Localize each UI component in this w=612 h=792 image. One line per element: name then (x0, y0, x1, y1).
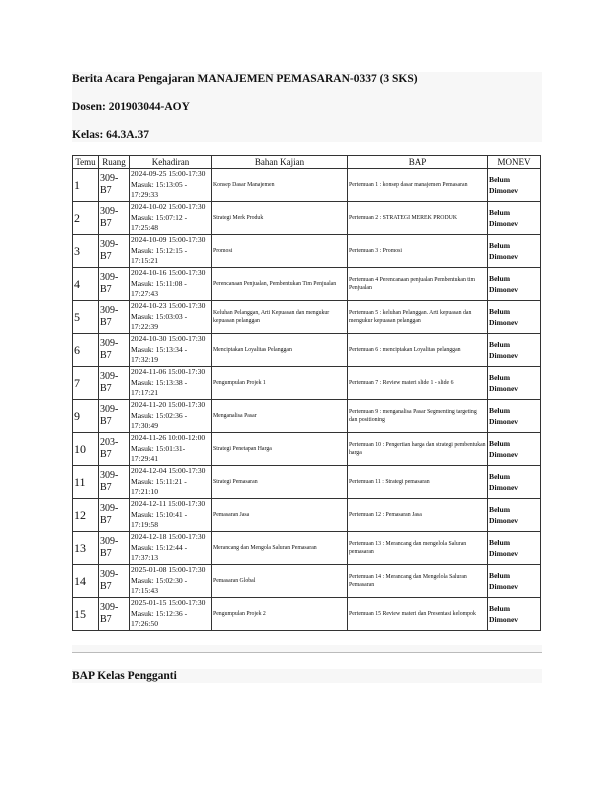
room-cell: 309-B7 (99, 400, 130, 433)
bap-cell: Pertemuan 4 Perencanaan penjualan Pembentukan tim Penjualan (348, 268, 488, 301)
table-row (73, 433, 541, 466)
meeting-number: 6 (73, 334, 99, 367)
monev-status: Belum Dimonev (488, 334, 541, 367)
room-cell: 309-B7 (99, 499, 130, 532)
monev-status: Belum Dimonev (488, 202, 541, 235)
check-in-time: Masuk: 15:01:31- 17:29:41 (131, 443, 186, 464)
table-row (73, 235, 541, 268)
attendance-cell (130, 598, 212, 631)
lecturer-label: Dosen: 201903044-AOY (72, 101, 190, 113)
scheduled-time: 2024-10-02 15:00-17:30 (131, 202, 206, 212)
meeting-number: 7 (73, 367, 99, 400)
attendance-cell (130, 235, 212, 268)
scheduled-time: 2024-11-06 15:00-17:30 (131, 367, 206, 377)
table-header-row (73, 156, 541, 169)
bap-cell: Pertemuan 12 : Pemasaran Jasa (348, 499, 488, 532)
check-in-time: Masuk: 15:02:30 - 17:15:43 (131, 575, 188, 596)
table-row (73, 268, 541, 301)
class-label: Kelas: 64.3A.37 (72, 129, 149, 141)
room-cell: 309-B7 (99, 268, 130, 301)
scheduled-time: 2024-11-20 15:00-17:30 (131, 400, 206, 410)
bap-cell: Pertemuan 14 : Merancang dan Mengelola Saluran Pemasaran (348, 565, 488, 598)
table-row (73, 499, 541, 532)
monev-status: Belum Dimonev (488, 499, 541, 532)
col-bap-header: BAP (348, 156, 488, 169)
check-in-time: Masuk: 15:03:03 - 17:22:39 (131, 311, 188, 332)
check-in-time: Masuk: 15:10:41 - 17:19:58 (131, 509, 188, 530)
bap-cell: Pertemuan 5 : keluhan Pelanggan. Arti kepuasan dan mengukur kepuasan pelanggan (348, 301, 488, 334)
bap-cell: Pertemuan 10 : Pengertian harga dan strategi pembentukan harga (348, 433, 488, 466)
monev-status: Belum Dimonev (488, 532, 541, 565)
check-in-time: Masuk: 15:07:12 - 17:25:48 (131, 212, 188, 233)
monev-status: Belum Dimonev (488, 235, 541, 268)
check-in-time: Masuk: 15:13:38 - 17:17:21 (131, 377, 188, 398)
attendance-cell (130, 334, 212, 367)
meeting-number: 1 (73, 169, 99, 202)
table-row (73, 334, 541, 367)
check-in-time: Masuk: 15:13:05 - 17:29:33 (131, 179, 188, 200)
attendance-cell (130, 301, 212, 334)
col-ruang-header: Ruang (99, 156, 130, 169)
scheduled-time: 2025-01-15 15:00-17:30 (131, 598, 206, 608)
table-row (73, 532, 541, 565)
room-cell: 309-B7 (99, 301, 130, 334)
scheduled-time: 2024-10-23 15:00-17:30 (131, 301, 206, 311)
topic-cell: Strategi Merk Produk (212, 202, 348, 235)
col-temu-header: Temu (73, 156, 99, 169)
scheduled-time: 2024-09-25 15:00-17:30 (131, 169, 206, 179)
attendance-cell (130, 169, 212, 202)
meeting-number: 13 (73, 532, 99, 565)
page-title: Berita Acara Pengajaran MANAJEMEN PEMASARAN-0337 (3 SKS) (72, 73, 418, 85)
meeting-number: 12 (73, 499, 99, 532)
table-row (73, 301, 541, 334)
scheduled-time: 2024-12-11 15:00-17:30 (131, 499, 206, 509)
topic-cell: Pengumpulan Projek 2 (212, 598, 348, 631)
scheduled-time: 2024-10-30 15:00-17:30 (131, 334, 206, 344)
meeting-number: 9 (73, 400, 99, 433)
col-monev-header: MONEV (488, 156, 541, 169)
bap-cell: Pertemuan 9 : menganalisa Pasar Segmenting targeting dan positioning (348, 400, 488, 433)
scheduled-time: 2025-01-08 15:00-17:30 (131, 565, 206, 575)
monev-status: Belum Dimonev (488, 301, 541, 334)
topic-cell: Pemasaran Jasa (212, 499, 348, 532)
room-cell: 309-B7 (99, 565, 130, 598)
table-row (73, 466, 541, 499)
topic-cell: Pemasaran Global (212, 565, 348, 598)
monev-status: Belum Dimonev (488, 169, 541, 202)
check-in-time: Masuk: 15:12:36 - 17:26:50 (131, 608, 188, 629)
scheduled-time: 2024-10-16 15:00-17:30 (131, 268, 206, 278)
meeting-number: 10 (73, 433, 99, 466)
room-cell: 309-B7 (99, 532, 130, 565)
monev-status: Belum Dimonev (488, 367, 541, 400)
topic-cell: Pengumpulan Projek 1 (212, 367, 348, 400)
bap-cell: Pertemuan 1 : konsep dasar manajemen Pemasaran (348, 169, 488, 202)
check-in-time: Masuk: 15:13:34 - 17:32:19 (131, 344, 188, 365)
table-row (73, 169, 541, 202)
room-cell: 203-B7 (99, 433, 130, 466)
attendance-cell (130, 202, 212, 235)
meeting-number: 4 (73, 268, 99, 301)
bap-cell: Pertemuan 3 : Promosi (348, 235, 488, 268)
room-cell: 309-B7 (99, 334, 130, 367)
topic-cell: Konsep Dasar Manajemen (212, 169, 348, 202)
replacement-class-title: BAP Kelas Pengganti (72, 670, 177, 682)
room-cell: 309-B7 (99, 169, 130, 202)
room-cell: 309-B7 (99, 466, 130, 499)
attendance-cell (130, 268, 212, 301)
attendance-cell (130, 499, 212, 532)
monev-status: Belum Dimonev (488, 466, 541, 499)
check-in-time: Masuk: 15:11:21 - 17:21:10 (131, 476, 187, 497)
topic-cell: Perencanaan Penjualan, Pembentukan Tim Penjualan (212, 268, 348, 301)
meeting-number: 2 (73, 202, 99, 235)
topic-cell: Keluhan Pelanggan, Arti Kepuasan dan mengukur kepuasan pelanggan (212, 301, 348, 334)
bap-cell: Pertemuan 6 : menciptakan Loyalitas pelanggan (348, 334, 488, 367)
bap-cell: Pertemuan 2 : STRATEGI MEREK PRODUK (348, 202, 488, 235)
attendance-cell (130, 433, 212, 466)
monev-status: Belum Dimonev (488, 433, 541, 466)
scheduled-time: 2024-12-04 15:00-17:30 (131, 466, 206, 476)
topic-cell: Menganalisa Pasar (212, 400, 348, 433)
attendance-cell (130, 565, 212, 598)
topic-cell: Promosi (212, 235, 348, 268)
meeting-number: 3 (73, 235, 99, 268)
table-row (73, 202, 541, 235)
check-in-time: Masuk: 15:12:15 - 17:15:21 (131, 245, 188, 266)
table-row (73, 598, 541, 631)
attendance-table (72, 155, 541, 631)
monev-status: Belum Dimonev (488, 268, 541, 301)
attendance-cell (130, 400, 212, 433)
monev-status: Belum Dimonev (488, 400, 541, 433)
monev-status: Belum Dimonev (488, 598, 541, 631)
meeting-number: 14 (73, 565, 99, 598)
table-row (73, 400, 541, 433)
scheduled-time: 2024-12-18 15:00-17:30 (131, 532, 206, 542)
check-in-time: Masuk: 15:02:36 - 17:30:49 (131, 410, 188, 431)
meeting-number: 11 (73, 466, 99, 499)
meeting-number: 15 (73, 598, 99, 631)
bap-cell: Pertemuan 7 : Review materi slide 1 - slide 6 (348, 367, 488, 400)
topic-cell: Strategi Pemasaran (212, 466, 348, 499)
room-cell: 309-B7 (99, 598, 130, 631)
table-row (73, 367, 541, 400)
check-in-time: Masuk: 15:11:08 - 17:27:43 (131, 278, 187, 299)
table-row (73, 565, 541, 598)
topic-cell: Strategi Penetapan Harga (212, 433, 348, 466)
bap-cell: Pertemuan 13 : Merancang dan mengelola Saluran pemasaran (348, 532, 488, 565)
room-cell: 309-B7 (99, 367, 130, 400)
section-divider (72, 652, 542, 653)
room-cell: 309-B7 (99, 202, 130, 235)
scheduled-time: 2024-11-26 10:00-12:00 (131, 433, 206, 443)
col-bahan-header: Bahan Kajian (212, 156, 348, 169)
attendance-cell (130, 367, 212, 400)
attendance-cell (130, 532, 212, 565)
scheduled-time: 2024-10-09 15:00-17:30 (131, 235, 206, 245)
monev-status: Belum Dimonev (488, 565, 541, 598)
bap-cell: Pertemuan 15 Review materi dan Presentasi kelompok (348, 598, 488, 631)
bap-cell: Pertemuan 11 : Strategi pemasaran (348, 466, 488, 499)
check-in-time: Masuk: 15:12:44 - 17:37:13 (131, 542, 188, 563)
room-cell: 309-B7 (99, 235, 130, 268)
meeting-number: 5 (73, 301, 99, 334)
attendance-cell (130, 466, 212, 499)
topic-cell: Merancang dan Mengola Saluran Pemasaran (212, 532, 348, 565)
topic-cell: Menciptakan Loyalitas Pelanggan (212, 334, 348, 367)
col-kehadiran-header: Kehadiran (130, 156, 212, 169)
